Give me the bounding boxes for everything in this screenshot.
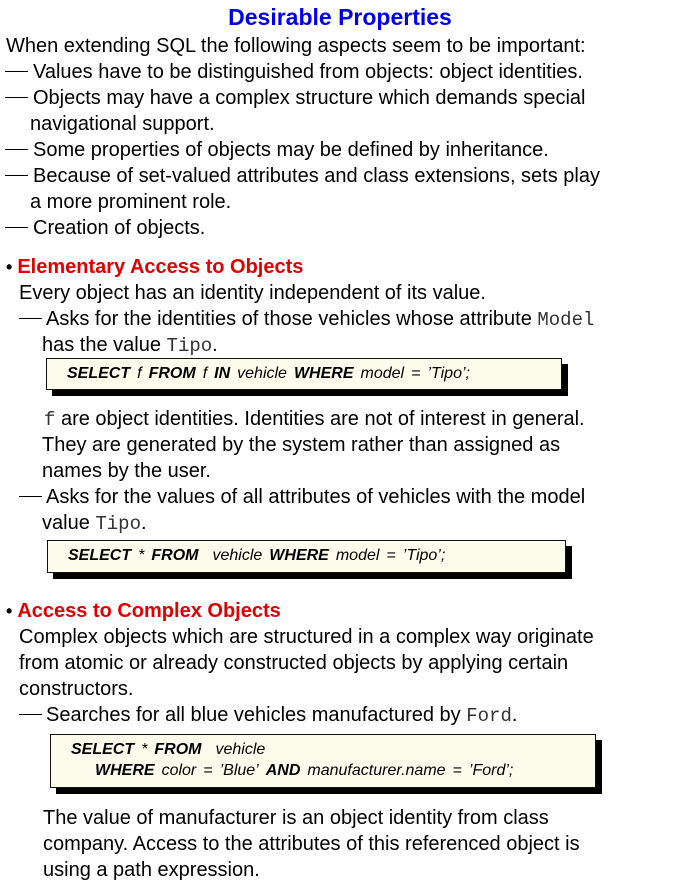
identity-note: f are object identities. Identities are not of interest in general.	[44, 408, 585, 431]
dash-marker	[18, 702, 44, 728]
section-lead: from atomic or already constructed objects by applying certain	[19, 652, 569, 674]
intro-item-continued: navigational support.	[30, 113, 215, 135]
dash-marker	[4, 163, 30, 189]
section-heading-text: Access to Complex Objects	[17, 600, 281, 622]
bullet-icon: •	[6, 257, 13, 277]
intro-item: Objects may have a complex structure which demands special	[33, 87, 586, 109]
query-description: Asks for the identities of those vehicles whose attribute Model	[46, 308, 595, 331]
code-term: Tipo	[95, 513, 141, 535]
code-term: Model	[537, 309, 595, 331]
section-heading-elementary-access	[6, 254, 303, 280]
sql-query-line: SELECT * FROM vehicle	[71, 741, 266, 758]
section-heading-complex-objects	[6, 598, 281, 624]
sql-query-box	[50, 734, 596, 788]
path-expression-note: using a path expression.	[43, 859, 260, 881]
section-lead: Complex objects which are structured in a complex way originate	[19, 626, 594, 648]
page-title: Desirable Properties	[228, 4, 452, 30]
dash-marker	[18, 484, 44, 510]
code-term: f	[44, 409, 56, 431]
identity-note: names by the user.	[42, 460, 211, 482]
dash-marker	[4, 59, 30, 85]
intro-item: Because of set-valued attributes and class extensions, sets play	[33, 165, 600, 187]
query-description: Asks for the values of all attributes of vehicles with the model	[46, 486, 586, 508]
dash-marker	[4, 85, 30, 111]
query-description-continued: has the value Tipo.	[42, 334, 218, 357]
sql-query-box: SELECT * FROM vehicle WHERE model = ’Tipo’;	[47, 540, 566, 573]
intro-item: Some properties of objects may be defined by inheritance.	[33, 139, 549, 161]
bullet-icon: •	[6, 601, 13, 621]
path-expression-note: The value of manufacturer is an object identity from class	[43, 807, 549, 829]
sql-query-line: WHERE color = ’Blue’ AND manufacturer.name = ’Ford’;	[95, 762, 514, 779]
code-term: Ford	[466, 705, 512, 727]
query-description-continued: value Tipo.	[42, 512, 147, 535]
intro-lead: When extending SQL the following aspects seem to be important:	[6, 35, 586, 57]
section-lead: constructors.	[19, 678, 134, 700]
query-description: Searches for all blue vehicles manufactured by Ford.	[46, 704, 518, 727]
path-expression-note: company. Access to the attributes of this referenced object is	[43, 833, 580, 855]
identity-note: They are generated by the system rather than assigned as	[42, 434, 561, 456]
code-term: Tipo	[166, 335, 213, 357]
intro-item: Values have to be distinguished from objects: object identities.	[33, 61, 583, 83]
dash-marker	[18, 306, 44, 332]
intro-item-continued: a more prominent role.	[30, 191, 232, 213]
dash-marker	[4, 215, 30, 241]
sql-query-box: SELECT f FROM f IN vehicle WHERE model = ’Tipo’;	[46, 358, 562, 390]
section-lead: Every object has an identity independent of its value.	[19, 282, 486, 304]
section-heading-text: Elementary Access to Objects	[17, 256, 304, 278]
intro-item: Creation of objects.	[33, 217, 206, 239]
dash-marker	[4, 137, 30, 163]
